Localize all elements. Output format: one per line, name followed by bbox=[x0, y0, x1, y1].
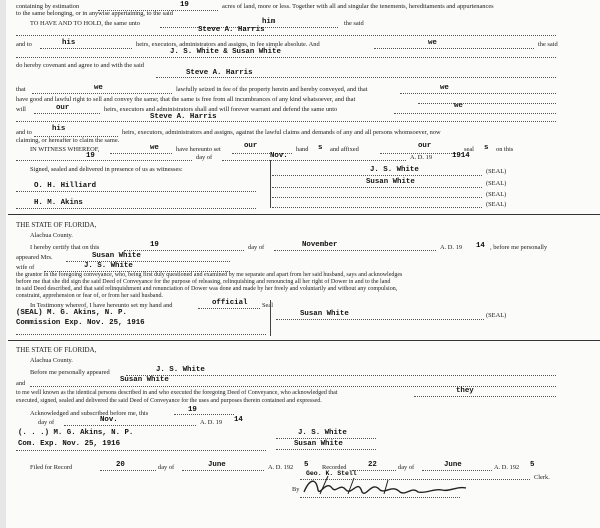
ack2-known-2: executed, signed, sealed and delivered the said Deed of Conveyance for the uses and purposes therein contained and expressed. bbox=[16, 398, 322, 404]
ack1-seal-label: (SEAL) bbox=[486, 312, 507, 319]
ack1-notary-1: (SEAL) M. G. Akins, N. P. bbox=[16, 309, 127, 317]
ack1-notary-2: Commission Exp. Nov. 25, 1916 bbox=[16, 319, 145, 327]
text-heirs-warrant: heirs, executors and administrators shall and will forever warrant and defend the same unto bbox=[104, 106, 338, 113]
clerk-signature-scrawl bbox=[300, 474, 470, 498]
grantee-name-3: Steve A. Harris bbox=[150, 113, 217, 121]
signature-js-white: J. S. White bbox=[370, 166, 419, 174]
we-1: we bbox=[428, 39, 437, 47]
ack2-ad: A. D. 19 bbox=[200, 419, 223, 426]
record-rec-year: 5 bbox=[530, 461, 535, 469]
text-heirs-lawful: heirs, executors, administrators and assigns, against the lawful claims and demands of any and all persons whomsoever, now bbox=[122, 129, 441, 136]
execution-day: 19 bbox=[86, 152, 95, 160]
text-signed-sealed: Signed, sealed and delivered in presence of us as witnesses: bbox=[30, 166, 183, 173]
text-and-to: and to bbox=[16, 41, 32, 48]
record-clerk-name: Geo. K. Stell bbox=[306, 470, 357, 477]
his-1: his bbox=[62, 39, 76, 47]
ack1-testimony: In Testimony whereof, I have hereunto set my hand and bbox=[30, 302, 173, 309]
ack2-they: they bbox=[456, 387, 474, 395]
grantee-name-1: Steve A. Harris bbox=[198, 26, 265, 34]
witness-akins: H. M. Akins bbox=[34, 199, 83, 207]
seal-label-4: (SEAL) bbox=[486, 201, 507, 208]
grantee-name-2: Steve A. Harris bbox=[186, 69, 253, 77]
ack2-day-word: day of bbox=[38, 419, 55, 426]
ack1-before-me: , before me personally bbox=[490, 244, 548, 251]
page-margin-edge bbox=[0, 0, 6, 528]
ack2-name-2: Susan White bbox=[120, 376, 169, 384]
ack2-notary-1: (. . .) M. G. Akins, N. P. bbox=[18, 429, 134, 437]
witness-hilliard: O. H. Hilliard bbox=[34, 182, 97, 190]
seal-label-2: (SEAL) bbox=[486, 180, 507, 187]
text-ad: A. D. 19 bbox=[410, 154, 433, 161]
ack1-certify: I hereby certify that on this bbox=[30, 244, 100, 251]
text-will: will bbox=[16, 106, 26, 113]
ack1-official: official bbox=[212, 299, 248, 307]
text-hand: hand bbox=[296, 146, 309, 153]
ack2-and: and bbox=[16, 380, 26, 387]
text-to-have: TO HAVE AND TO HOLD, the same unto bbox=[30, 20, 140, 27]
text-claiming: claiming, or hereafter to claim the same. bbox=[16, 137, 120, 144]
ack1-month: November bbox=[302, 241, 338, 249]
record-rec-month: June bbox=[444, 461, 462, 469]
his-2: his bbox=[52, 125, 66, 133]
text-have-set: have hereunto set bbox=[176, 146, 221, 153]
our-1: our bbox=[56, 104, 70, 112]
seal-label-1: (SEAL) bbox=[486, 168, 507, 175]
text-thereto: to the same belonging, or in anywise appertaining, to the said bbox=[16, 10, 173, 17]
signature-susan-white: Susan White bbox=[366, 178, 415, 186]
text-and-to-2: and to bbox=[16, 129, 32, 136]
text-containing: containing by estimation bbox=[16, 3, 80, 10]
record-filed-day: 20 bbox=[116, 461, 125, 469]
our-3: our bbox=[418, 142, 432, 150]
record-rec-day: 22 bbox=[368, 461, 377, 469]
text-have-good: have good and lawful right to sell and convey the same; that the same is free from all incumbrances of any kind whatsoever, and that bbox=[16, 96, 356, 103]
text-the-said-2: the said bbox=[538, 41, 558, 48]
ack1-day-of: day of bbox=[248, 244, 265, 251]
we-4: we bbox=[454, 102, 463, 110]
ack1-wife-of: wife of bbox=[16, 264, 35, 271]
record-filed: Filed for Record bbox=[30, 464, 73, 471]
ack1-appeared: appeared Mrs. bbox=[16, 254, 53, 261]
record-ad: A. D. 192 bbox=[268, 464, 294, 471]
text-acres-suffix: acres of land, more or less. Together with all and singular the tenements, hereditaments and appurtenances bbox=[222, 3, 494, 10]
ack2-known-1: to me well known as the identical persons described in and who executed the foregoing Deed of Conveyance, who acknowledged that bbox=[16, 390, 338, 396]
ack2-subscribed: Acknowledged and subscribed before me, this bbox=[30, 410, 149, 417]
ack1-signature: Susan White bbox=[300, 310, 349, 318]
our-2: our bbox=[244, 142, 258, 150]
text-heirs-fee-simple: heirs, executors, administrators and assigns, in fee simple absolute. And bbox=[136, 41, 320, 48]
deed-page: containing by estimation 19 acres of land, more or less. Together with all and singular the tenements, hereditaments and appurtenances to the same belonging, or in anywise appertaining, to the said TO HAVE AND TO HOLD, the same unto him the said Steve A. Harris and to his heirs, executors, administrators and assigns, in fee simple absolute. And we the said J. S. White & Susan White do hereby covenant and agree to and with the said Steve A. Harris that we lawfully seized in fee of the property herein and hereby conveyed, and that we have good and lawful right to sell and convey the same; that the same is free from all incumbrances of any kind whatsoever, and that we will our heirs, executors and administrators shall and will forever warrant and defend the same unto Steve A. Harris and to his heirs, executors, administrators and assigns, against the lawful claims and demands of any and all persons whomsoever, now claiming, or hereafter to claim the same. IN WITNESS WHEREOF, we have hereunto set our hand s and affixed our seal s on this 19 day of Nov. A. D. 19 1914 Signed, sealed and delivered in presence of us as witnesses: J. S. White (SEAL) Susan White (SEAL) (SEAL) (SEAL) O. H. Hilliard H. M. Akins THE STATE OF FLORIDA, Alachua County. I hereby certify that on this 19 day of November A. D. 19 14 , before me personally appeared Mrs. Susan White wife of J. S. White the grantor in the foregoing conveyance, who, being first duly questioned and examined by me separate and apart from her said husband, says and acknowledges before me that she did sign the said Deed of Conveyance for the purpose of releasing, relinquishing and renouncing all her right of Dower in and to the land in said Deed described, and that said relinquishment and renunciation of Dower was done and made by her freely and voluntarily and without any compulsion, constraint, apprehension or fear of, or from her said husband. In Testimony whereof, I have hereunto set my hand and official Seal (SEAL) M. G. Akins, N. P. Commission Exp. Nov. 25, 1916 Susan White (SEAL) THE STATE OF FLORIDA, Alachua County. Before me personally appeared J. S. White and Susan White to me well known as the identical persons described in and who executed the foregoing Deed of Conveyance, who acknowledged that they executed, signed, sealed and delivered the said Deed of Conveyance for the uses and purposes therein contained and expressed. Acknowledged and subscribed before me, this 19 Nov. day of A. D. 19 14 (. . .) M. G. Akins, N. P. Com. Exp. Nov. 25, 1916 J. S. White Susan White Filed for Record 20 day of June A. D. 192 5 Recorded 22 day of June A. D. 192 5 Geo. K. Stell Clerk. By bbox=[0, 0, 600, 528]
ack2-notary-2: Com. Exp. Nov. 25, 1916 bbox=[18, 440, 121, 448]
text-witness-whereof: IN WITNESS WHEREOF, bbox=[30, 146, 100, 153]
we-5: we bbox=[150, 144, 159, 152]
text-day-of: day of bbox=[196, 154, 213, 161]
ack2-signature-2: Susan White bbox=[294, 440, 343, 448]
ack1-husband: J. S. White bbox=[84, 262, 133, 270]
we-2: we bbox=[94, 84, 103, 92]
ack2-month: Nov. bbox=[100, 416, 118, 424]
ack1-text-1: the grantor in the foregoing conveyance, who, being first duly questioned and examined by me separate and apart from her said husband, says and acknowledges bbox=[16, 272, 403, 278]
text-the-said: the said bbox=[344, 20, 364, 27]
ack2-name-1: J. S. White bbox=[156, 366, 205, 374]
ack2-sub-day: 19 bbox=[188, 406, 197, 414]
record-day-of-2: day of bbox=[398, 464, 415, 471]
text-that: that bbox=[16, 86, 26, 93]
ack2-county: Alachua County. bbox=[30, 357, 73, 364]
ack1-text-4: constraint, apprehension or fear of, or from her said husband. bbox=[16, 293, 163, 299]
habendum-him: him bbox=[262, 18, 276, 26]
execution-month: Nov. bbox=[270, 152, 288, 160]
ack1-ad: A. D. 19 bbox=[440, 244, 463, 251]
ack1-seal-word: Seal bbox=[262, 302, 274, 309]
text-affixed: and affixed bbox=[330, 146, 359, 153]
ack2-year: 14 bbox=[234, 416, 243, 424]
ack1-day: 19 bbox=[150, 241, 159, 249]
execution-year: 1914 bbox=[452, 152, 470, 160]
acres-value: 19 bbox=[180, 1, 189, 9]
we-3: we bbox=[440, 84, 449, 92]
text-covenant: do hereby covenant and agree to and with the said bbox=[16, 62, 144, 69]
grantors-names: J. S. White & Susan White bbox=[170, 48, 281, 56]
ack1-state: THE STATE OF FLORIDA, bbox=[16, 221, 97, 229]
record-filed-year: 5 bbox=[304, 461, 309, 469]
text-seal: seal bbox=[464, 146, 474, 153]
seal-label-3: (SEAL) bbox=[486, 191, 507, 198]
ack2-before: Before me personally appeared bbox=[30, 369, 110, 376]
ack1-text-2: before me that she did sign the said Deed of Conveyance for the purpose of releasing, relinquishing and renouncing all her right of Dower in and to the land bbox=[16, 279, 391, 285]
record-by: By bbox=[292, 486, 300, 493]
ack1-name: Susan White bbox=[92, 252, 141, 260]
text-lawfully-seized: lawfully seized in fee of the property herein and hereby conveyed, and that bbox=[176, 86, 368, 93]
ack2-state: THE STATE OF FLORIDA, bbox=[16, 346, 97, 354]
record-ad-2: A. D. 192 bbox=[494, 464, 520, 471]
text-on-this: on this bbox=[496, 146, 514, 153]
ack1-county: Alachua County. bbox=[30, 232, 73, 239]
record-clerk: Clerk. bbox=[534, 474, 550, 481]
record-recorded: Recorded bbox=[322, 464, 347, 471]
ack1-text-3: in said Deed described, and that said relinquishment and renunciation of Dower was done and made by her freely and voluntarily and without any compulsion, bbox=[16, 286, 398, 292]
record-day-of: day of bbox=[158, 464, 175, 471]
ack2-signature-1: J. S. White bbox=[298, 429, 347, 437]
record-filed-month: June bbox=[208, 461, 226, 469]
ack1-year: 14 bbox=[476, 242, 485, 250]
